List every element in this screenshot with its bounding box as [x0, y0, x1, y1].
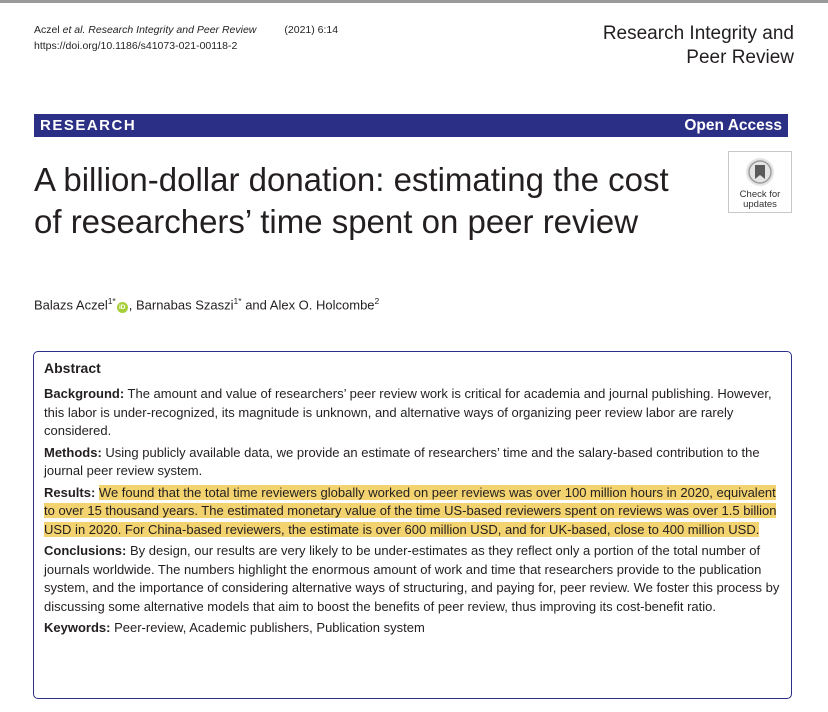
author-1-name: Balazs Aczel — [34, 297, 108, 313]
citation-journal: Research Integrity and Peer Review — [88, 24, 257, 36]
author-2-affiliation: 1* — [233, 296, 242, 306]
article-type-banner — [34, 114, 788, 137]
methods-text: Using publicly available data, we provide an estimate of researchers’ time and the salary-based contribution to the journal peer review system. — [44, 444, 760, 478]
journal-name — [603, 22, 794, 70]
conclusions-text: By design, our results are very likely to be under-estimates as they reflect only a portion of the total number of journals worldwide. The numbers highlight the enormous amount of work and time that researchers provide to the publication system, and the importance of considering alternative ways of structuring, and paying for, peer review. We foster this process by discussing some alternative models that aim to boost the benefits of peer review, thus improving its cost-benefit ratio. — [44, 543, 780, 614]
article-title: A billion-dollar donation: estimating the cost of researchers’ time spent on peer review — [34, 161, 669, 240]
citation-etal: et al. — [62, 24, 86, 36]
check-for-updates-button[interactable] — [728, 151, 792, 213]
top-rule — [0, 0, 828, 3]
author-1-affiliation: 1* — [107, 296, 116, 306]
orcid-icon[interactable]: iD — [117, 302, 128, 313]
journal-name-line1: Research Integrity and — [602, 23, 794, 44]
author-3-name: and Alex O. Holcombe — [241, 297, 375, 313]
bookmark-ribbon-icon — [745, 157, 775, 187]
background-label: Background: — [44, 386, 125, 401]
citation-authors: Aczel — [34, 24, 60, 36]
open-access-label: Open Access — [684, 116, 782, 134]
abstract-methods — [44, 444, 781, 481]
keywords-text: Peer-review, Academic publishers, Publication system — [110, 620, 425, 635]
keywords-label: Keywords: — [44, 620, 111, 635]
abstract-heading: Abstract — [44, 360, 101, 376]
citation-line — [34, 22, 338, 38]
check-line1: Check for — [739, 189, 781, 200]
methods-label: Methods: — [44, 444, 102, 460]
conclusions-label: Conclusions: — [44, 543, 127, 558]
background-text: The amount and value of researchers’ peer review work is critical for academia and journal publishing. However, this labor is under-recognized, its magnitude is unknown, and alternative ways of organizing peer review labor are rarely considered. — [44, 386, 772, 438]
section-label: RESEARCH — [40, 117, 137, 134]
author-list — [34, 296, 379, 313]
results-text-highlighted: We found that the total time reviewers globally worked on peer reviews was over 100 million hours in 2020, equivalent to over 15 thousand years. The estimated monetary value of the time US-based reviewers spent on reviews was over 1.5 billion USD in 2020. For China-based reviewers, the estimate is over 600 million USD, and for UK-based, close to 400 million USD. — [44, 484, 777, 537]
check-line2: updates — [743, 199, 777, 210]
journal-name-line2: Peer Review — [686, 47, 794, 68]
abstract-background — [44, 385, 781, 441]
citation-header — [34, 22, 338, 54]
citation-year-volume: (2021) 6:14 — [284, 24, 339, 36]
doi-link[interactable]: https://doi.org/10.1186/s41073-021-00118-2 — [34, 40, 238, 52]
abstract-keywords — [44, 619, 781, 638]
author-3-affiliation: 2 — [374, 296, 380, 306]
results-label: Results: — [44, 484, 96, 500]
abstract-results — [44, 484, 781, 540]
abstract-box — [33, 351, 792, 699]
abstract-conclusions — [44, 542, 781, 616]
author-2-name: , Barnabas Szaszi — [128, 297, 234, 313]
